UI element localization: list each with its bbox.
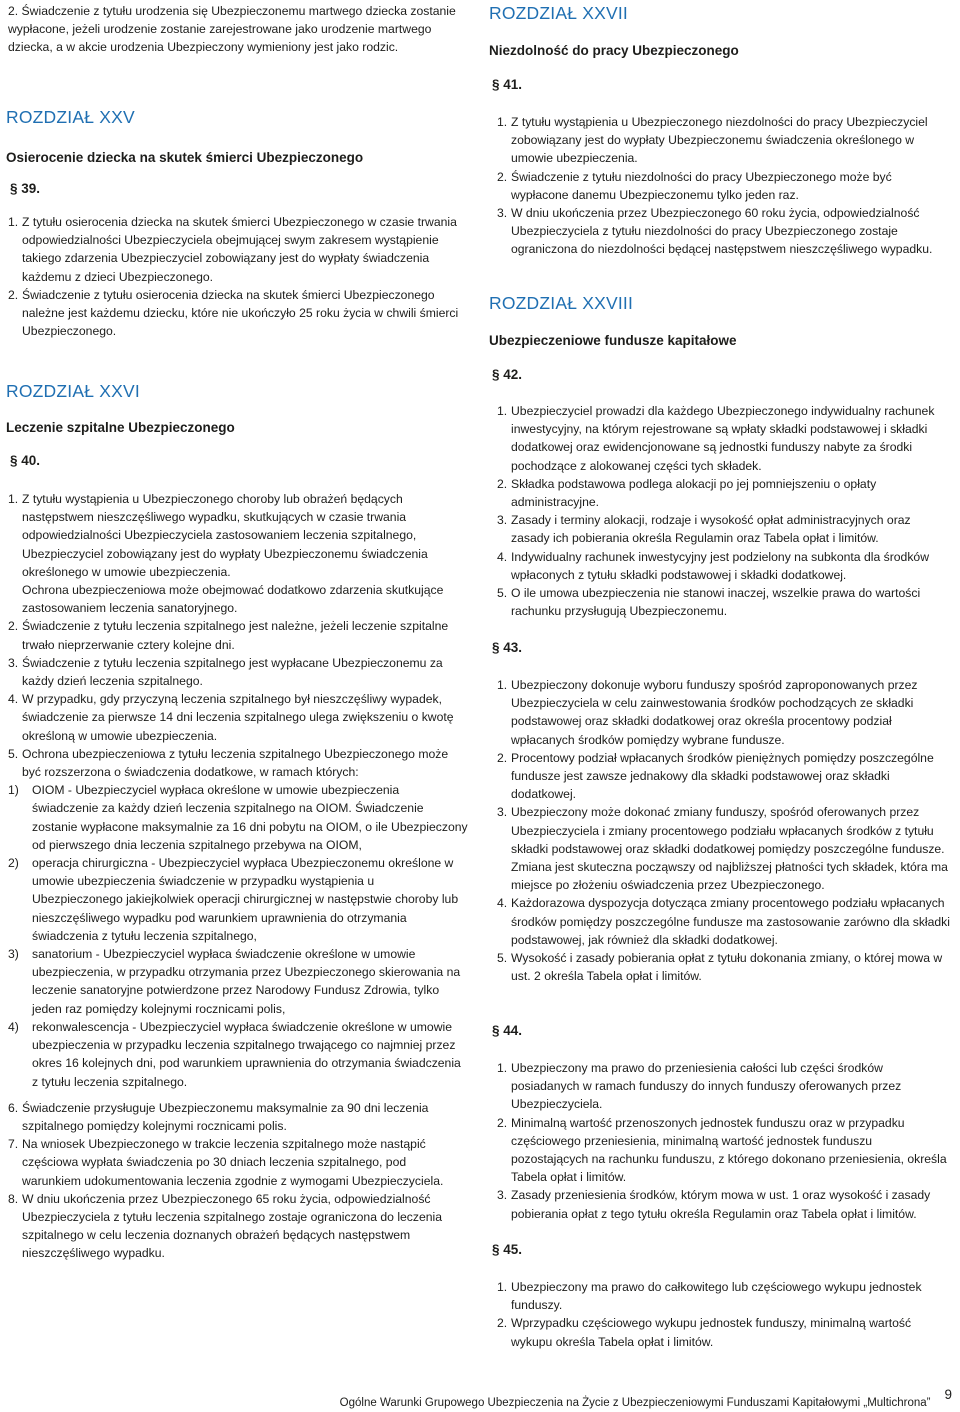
list-item: 1. Ubezpieczony dokonuje wyboru funduszy spośród zaproponowanych przez Ubezpieczyciela w celu zainwestowania środków pochodzących ze składki podstawowej oraz składki dodatkowej oraz określa procentowy podział wpłacanych środków pomiędzy wybrane fundusze. — [497, 678, 918, 747]
item-list — [497, 1278, 951, 1351]
list-item: 4. Indywidualny rachunek inwestycyjny jest podzielony na subkonta dla środków wpłaconych z tytułu składki podstawowej i składki dodatkowej. — [497, 549, 929, 582]
chapter-heading-xxv: ROZDZIAŁ XXV — [6, 107, 135, 127]
list-item: 2. Wprzypadku częściowego wykupu jednostek funduszy, minimalną wartość wykupu określa Tabela opłat i limitów. — [497, 1316, 912, 1349]
item-list — [497, 676, 951, 985]
list-item: 1. Ubezpieczony ma prawo do przeniesienia całości lub części środków posiadanych w ramach funduszy do innych funduszy oferowanych przez Ubezpieczyciela. — [497, 1061, 902, 1112]
chapter-subtitle: Niezdolność do pracy Ubezpieczonego — [489, 43, 739, 58]
chapter-heading-xxvii: ROZDZIAŁ XXVII — [489, 3, 628, 23]
item-list — [497, 113, 951, 259]
list-item: 3. W dniu ukończenia przez Ubezpieczonego 60 roku życia, odpowiedzialność Ubezpieczyciela z tytułu niezdolności do pracy Ubezpieczonego zostaje ograniczona do niezdolności będącej następstwem nieszczęśliwego wypadku. — [497, 206, 933, 257]
list-item: 4. Każdorazowa dyspozycja dotycząca zmiany procentowego podziału wpłacanych środków pomiędzy poszczególne fundusze ma zastosowanie zarówno dla składki podstawowej, jak również dla składki dodatkowej. — [497, 896, 950, 947]
item-list — [497, 402, 951, 620]
list-item: 2. Składka podstawowa podlega alokacji po jej pomniejszeniu o opłaty administracyjne. — [497, 476, 877, 510]
list-item: 3. Zasady przeniesienia środków, którym mowa w ust. 1 oraz wysokość i zasady pobierania opłat z tego tytułu określa Regulamin oraz Tabela opłat i limitów. — [497, 1188, 931, 1221]
section-number: § 39. — [10, 181, 41, 196]
page-number: 9 — [944, 1387, 952, 1402]
footer-title: Ogólne Warunki Grupowego Ubezpieczenia na Życie z Ubezpieczeniowymi Funduszami Kapitałowymi „Multichrona” — [339, 1397, 931, 1409]
list-item: 6. Świadczenie przysługuje Ubezpieczonemu maksymalnie za 90 dni leczenia szpitalnego pomiędzy kolejnymi rocznicami polis. — [8, 1100, 429, 1133]
section-number: § 40. — [10, 453, 41, 468]
list-item: 1. Ubezpieczony ma prawo do całkowitego lub częściowego wykupu jednostek funduszy. — [497, 1280, 922, 1313]
sub-item-list — [8, 781, 468, 1090]
list-item: 2. Świadczenie z tytułu leczenia szpitalnego jest należne, jeżeli leczenie szpitalne trwało nieprzerwanie cztery kolejne dni. — [8, 619, 449, 652]
list-item: 5. Wysokość i zasady pobierania opłat z tytułu dokonania zmiany, o której mowa w ust. 2 określa Tabela opłat i limitów. — [497, 951, 943, 984]
chapter-subtitle: Leczenie szpitalne Ubezpieczonego — [6, 420, 235, 435]
list-item: 7. Na wniosek Ubezpieczonego w trakcie leczenia szpitalnego może nastąpić częściowa wypłata świadczenia po 30 dniach leczenia szpitalnego, pod warunkiem udokumentowania leczenia zgodnie z wymogami Ubezpieczyciela. — [8, 1137, 444, 1188]
list-item: 1. Ubezpieczyciel prowadzi dla każdego Ubezpieczonego indywidualny rachunek inwestycyjny, na którym rejestrowane są wpłaty składki podstawowej i składki dodatkowej oraz ewidencjonowane są jednostki funduszy nabyte za środki pochodzące z alokowanej części tych składek. — [497, 404, 935, 473]
list-item: 3. Ubezpieczony może dokonać zmiany funduszy, spośród oferowanych przez Ubezpieczyciela i zmiany procentowego podziału wpłacanych środków z tytułu składki podstawowej oraz składki dodatkowej pomiędzy poszczególne fundusze. Zmiana jest skuteczna począwszy od najbliższej płatności tych składek, która ma miejsce po złożeniu oświadczenia przez Ubezpieczonego. — [497, 805, 948, 893]
list-item: 2. Procentowy podział wpłacanych środków pieniężnych pomiędzy poszczególne fundusze jest zawsze jednakowy dla składki podstawowej oraz składki dodatkowej. — [497, 750, 934, 802]
sub-list-item: 2) operacja chirurgiczna - Ubezpieczyciel wypłaca Ubezpieczonemu określone w umowie ubezpieczenia świadczenie w przypadku wystąpienia u Ubezpieczonego jakiejkolwiek operacji chirurgicznej w następstwie choroby lub nieszczęśliwego wypadku pod warunkiem uprawnienia do otrzymania świadczenia z tytułu leczenia szpitalnego, — [8, 856, 459, 943]
list-item: 1. Z tytułu wystąpienia u Ubezpieczonego niezdolności do pracy Ubezpieczyciel zobowiązany jest do wypłaty Ubezpieczonemu świadczenia określonego w umowie ubezpieczenia. — [497, 115, 928, 166]
sub-list-item: 1) OIOM - Ubezpieczyciel wypłaca określone w umowie ubezpieczenia świadczenie za każdy dzień leczenia szpitalnego na OIOM. Świadczenie zostanie wypłacone maksymalnie za 16 dni pobytu na OIOM, o ile Ubezpieczony od pierwszego dnia leczenia szpitalnego przebywa na OIOM, — [8, 783, 468, 852]
sub-list-item: 3) sanatorium - Ubezpieczyciel wypłaca świadczenie określone w umowie ubezpieczenia, w przypadku otrzymania przez Ubezpieczonego skierowania na leczenie sanatoryjne potwierdzone przez Narodowy Fundusz Zdrowia, tylko jeden raz pomiędzy kolejnymi rocznicami polis, — [8, 947, 461, 1016]
item-list — [497, 1059, 951, 1223]
item-list — [8, 213, 468, 340]
chapter-subtitle: Ubezpieczeniowe fundusze kapitałowe — [489, 333, 737, 348]
chapter-subtitle: Osierocenie dziecka na skutek śmierci Ubezpieczonego — [6, 150, 364, 165]
list-item: 2. Świadczenie z tytułu niezdolności do pracy Ubezpieczonego może być wypłacone danemu Ubezpieczonemu tylko jeden raz. — [497, 169, 892, 202]
list-item: 1. Z tytułu osierocenia dziecka na skutek śmierci Ubezpieczonego w czasie trwania odpowiedzialności Ubezpieczyciela obejmującej swym zakresem wystąpienie takiego zdarzenia Ubezpieczyciel zobowiązany jest do wypłaty świadczenia każdemu z dzieci Ubezpieczonego. — [8, 215, 457, 284]
section-number: § 44. — [492, 1023, 523, 1038]
page-footer — [200, 1387, 952, 1409]
section-number: § 41. — [492, 77, 523, 92]
chapter-heading-xxviii: ROZDZIAŁ XXVIII — [489, 293, 633, 313]
sub-list-item: 4) rekonwalescencja - Ubezpieczyciel wypłaca świadczenie określone w umowie ubezpieczenia w przypadku leczenia szpitalnego trwającego co najmniej przez okres 16 kolejnych dni, pod warunkiem uprawnienia do otrzymania świadczenia z tytułu leczenia szpitalnego. — [8, 1019, 461, 1089]
list-item: 2. Świadczenie z tytułu osierocenia dziecka na skutek śmierci Ubezpieczonego należne jest każdemu dziecku, które nie ukończyło 25 roku życia w chwili śmierci Ubezpieczonego. — [8, 287, 459, 339]
list-item: 3. Świadczenie z tytułu leczenia szpitalnego jest wypłacane Ubezpieczonemu za każdy dzień leczenia szpitalnego. — [8, 655, 443, 689]
section-number: § 42. — [492, 367, 523, 382]
paragraph: 2. Świadczenie z tytułu urodzenia się Ubezpieczonemu martwego dziecka zostanie wypłacone, jeżeli urodzenie zostanie zarejestrowane jako urodzenie martwego dziecka, a w akcie urodzenia Ubezpieczony wymieniony jest jako rodzic. — [8, 4, 456, 55]
list-item: 1. Z tytułu wystąpienia u Ubezpieczonego choroby lub obrażeń będących następstwem nieszczęśliwego wypadku, skutkujących w czasie trwania odpowiedzialności Ubezpieczyciela zastosowaniem leczenia szpitalnego, Ubezpieczyciel zobowiązany jest do wypłaty Ubezpieczonemu świadczenia określonego w umowie ubezpieczenia. Ochrona ubezpieczeniowa może obejmować dodatkowo zdarzenia skutkujące zastosowaniem leczenia sanatoryjnego. — [8, 492, 444, 616]
item-list — [8, 490, 468, 1263]
list-item: 5. O ile umowa ubezpieczenia nie stanowi inaczej, wszelkie prawa do wartości rachunku przysługują Ubezpieczonemu. — [497, 586, 921, 619]
list-item: 2. Minimalną wartość przenoszonych jednostek funduszu oraz w przypadku częściowego przeniesienia, minimalną wartość jednostek funduszu pozostających na rachunku funduszu, z którego dokonano przeniesienia, określa Tabela opłat i limitów. — [497, 1115, 947, 1185]
section-number: § 43. — [492, 640, 523, 655]
section-number: § 45. — [492, 1242, 523, 1257]
list-item: 4. W przypadku, gdy przyczyną leczenia szpitalnego był nieszczęśliwy wypadek, świadczenie za pierwsze 14 dni leczenia szpitalnego ulega zwiększeniu o kwotę określoną w umowie ubezpieczenia. — [8, 692, 454, 743]
list-item: 8. W dniu ukończenia przez Ubezpieczonego 65 roku życia, odpowiedzialność Ubezpieczyciela z tytułu leczenia szpitalnego zostaje ograniczona do leczenia szpitalnego w celu leczenia doznanych obrażeń będących następstwem nieszczęśliwego wypadku. — [8, 1191, 443, 1261]
chapter-heading-xxvi: ROZDZIAŁ XXVI — [6, 381, 140, 401]
list-item: 5. Ochrona ubezpieczeniowa z tytułu leczenia szpitalnego Ubezpieczonego może być rozszerzona o świadczenia dodatkowe, w ramach których: 1) OIOM - Ubezpieczyciel wypłaca określone w umowie ubezpieczenia świadczenie za każdy dzień leczenia szpitalnego na OIOM. Świadczenie zostanie wypłacone maksymalnie za 16 dni pobytu na OIOM, o ile Ubezpieczony od pierwszego dnia leczenia szpitalnego przebywa na OIOM, 2) operacja chirurgiczna - Ubezpieczyciel wypłaca Ubezpieczonemu określone w umowie ubezpieczenia świadczenie w przypadku wystąpienia u Ubezpieczonego jakiejkolwiek operacji chirurgicznej w następstwie choroby lub nieszczęśliwego wypadku pod warunkiem uprawnienia do otrzymania świadczenia z tytułu leczenia szpitalnego, 3) sanatorium - Ubezpieczyciel wypłaca świadczenie określone w umowie ubezpieczenia, w przypadku otrzymania przez Ubezpieczonego skierowania na leczenie sanatoryjne potwierdzone przez Narodowy Fundusz Zdrowia, tylko jeden raz pomiędzy kolejnymi rocznicami polis, 4) rekonwalescencja - Ubezpieczyciel wypłaca świadczenie określone w umowie ubezpieczenia w przypadku leczenia szpitalnego trwającego co najmniej przez okres 16 kolejnych dni, pod warunkiem uprawnienia do otrzymania świadczenia z tytułu leczenia szpitalnego. — [8, 745, 468, 1091]
list-item: 3. Zasady i terminy alokacji, rodzaje i wysokość opłat administracyjnych oraz zasady ich pobierania określa Regulamin oraz Tabela opłat i limitów. — [497, 513, 911, 546]
